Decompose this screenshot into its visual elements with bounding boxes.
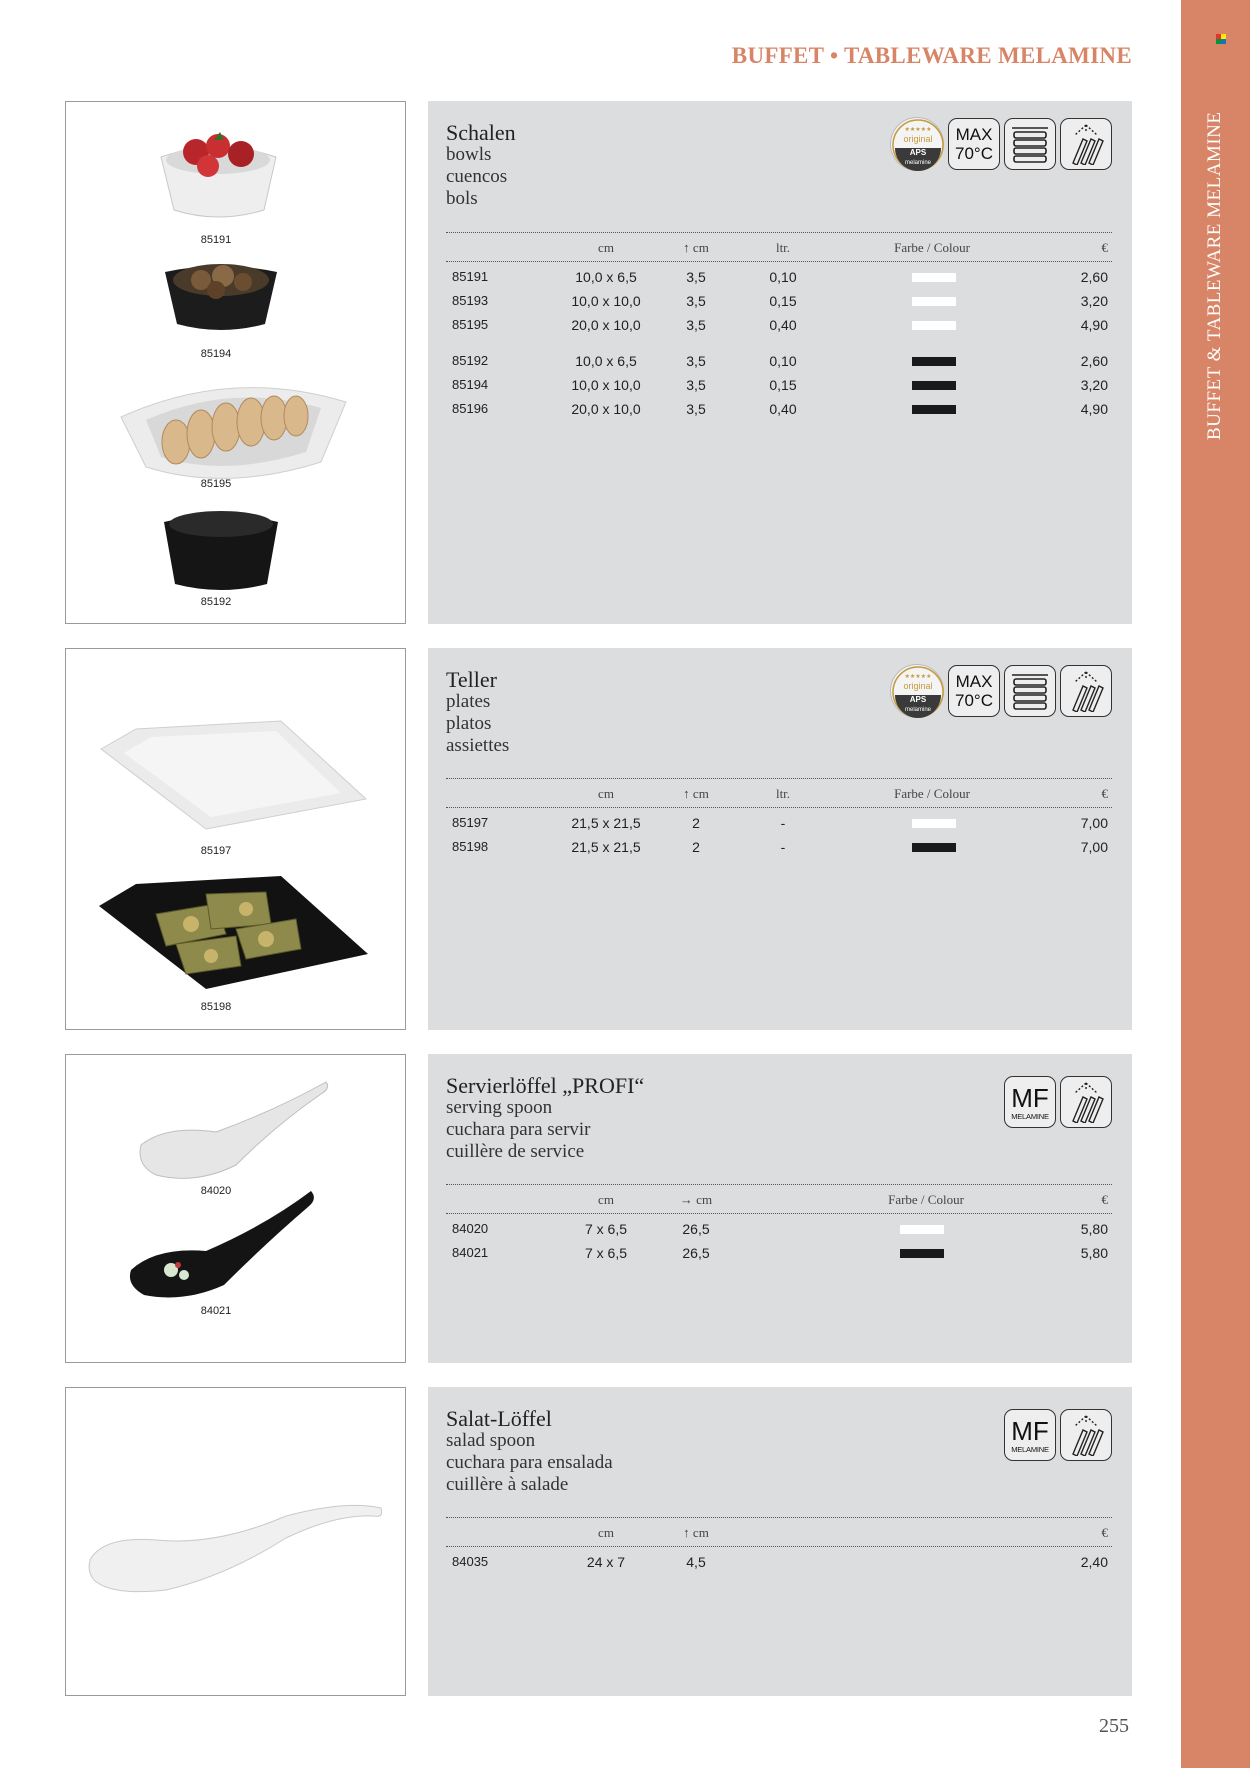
spoon-84035-image xyxy=(86,1498,386,1608)
aps-seal-icon xyxy=(890,664,944,718)
image-label: 84021 xyxy=(200,1305,232,1317)
image-label: 85192 xyxy=(200,596,232,608)
cell-code: 85191 xyxy=(452,269,489,284)
serving-spoon-table xyxy=(446,1184,1112,1265)
bowls-title-block xyxy=(446,121,516,210)
cell-price: 2,40 xyxy=(1080,1554,1108,1570)
max-temperature-icon: MAX 70°C xyxy=(948,665,1000,717)
bowl-85191-image xyxy=(156,132,281,222)
cell-code: 84035 xyxy=(452,1554,489,1569)
cell-length: 26,5 xyxy=(682,1245,710,1261)
table-row xyxy=(446,373,1112,397)
black-colour-swatch xyxy=(912,405,956,414)
stack-icon xyxy=(1004,118,1056,170)
svg-text:APS: APS xyxy=(909,148,927,157)
black-colour-swatch xyxy=(912,843,956,852)
dishwasher-icon xyxy=(1060,118,1112,170)
cell-price: 5,80 xyxy=(1080,1245,1108,1261)
cell-volume: - xyxy=(780,815,786,831)
cell-size: 24 x 7 xyxy=(586,1554,626,1570)
product-subtitle: cuchara para ensalada xyxy=(446,1452,613,1473)
table-header: cm → cm Farbe / Colour € xyxy=(446,1184,1112,1214)
white-colour-swatch xyxy=(912,273,956,282)
salad-spoon-feature-icons xyxy=(1004,1409,1112,1461)
serving-spoon-image-panel xyxy=(65,1054,406,1363)
svg-text:APS: APS xyxy=(909,695,927,704)
product-subtitle: platos xyxy=(446,713,492,734)
plates-table xyxy=(446,778,1112,859)
image-label: 85198 xyxy=(200,1001,232,1013)
spoon-84021-image xyxy=(126,1185,326,1300)
product-title: Servierlöffel „PROFI“ xyxy=(446,1073,645,1098)
cell-size: 10,0 x 6,5 xyxy=(575,269,637,285)
cell-size: 10,0 x 6,5 xyxy=(575,353,637,369)
product-subtitle: serving spoon xyxy=(446,1097,553,1118)
cell-code: 85195 xyxy=(452,317,489,332)
cell-code: 85194 xyxy=(452,377,489,392)
cell-volume: 0,10 xyxy=(769,269,797,285)
cell-volume: 0,10 xyxy=(769,353,797,369)
white-colour-swatch xyxy=(912,819,956,828)
cell-size: 7 x 6,5 xyxy=(584,1245,628,1261)
cell-height: 3,5 xyxy=(686,317,706,333)
table-header: cm ↑ cm ltr. Farbe / Colour € xyxy=(446,778,1112,808)
cell-volume: 0,40 xyxy=(769,317,797,333)
cell-height: 2 xyxy=(692,839,700,855)
table-header: cm ↑ cm ltr. Farbe / Colour € xyxy=(446,232,1112,262)
cell-code: 84020 xyxy=(452,1221,489,1236)
product-title: Teller xyxy=(446,667,497,692)
svg-text:melamine: melamine xyxy=(904,160,932,166)
svg-text:original: original xyxy=(903,134,933,144)
salad-spoon-image-panel xyxy=(65,1387,406,1696)
cell-price: 4,90 xyxy=(1080,317,1108,333)
product-subtitle: cuencos xyxy=(446,166,508,187)
color-registration-mark xyxy=(1216,34,1226,44)
image-label: 85191 xyxy=(200,234,232,246)
mf-melamine-icon: MF MELAMINE xyxy=(1004,1076,1056,1128)
product-subtitle: plates xyxy=(446,691,491,712)
cell-volume: 0,15 xyxy=(769,293,797,309)
max-temperature-icon: MAX 70°C xyxy=(948,118,1000,170)
bowl-85195-image xyxy=(116,372,351,482)
cell-volume: 0,40 xyxy=(769,401,797,417)
bowls-feature-icons xyxy=(890,117,1112,171)
image-label: 85195 xyxy=(200,478,232,490)
plates-info-panel xyxy=(428,648,1132,1030)
dishwasher-icon xyxy=(1060,665,1112,717)
bowls-table xyxy=(446,232,1112,421)
bowls-info-panel xyxy=(428,101,1132,624)
salad-spoon-info-panel xyxy=(428,1387,1132,1696)
product-subtitle: assiettes xyxy=(446,735,510,756)
product-subtitle: cuillère à salade xyxy=(446,1474,569,1495)
svg-text:melamine: melamine xyxy=(904,707,932,713)
serving-spoon-info-panel xyxy=(428,1054,1132,1363)
table-row xyxy=(446,835,1112,859)
table-row xyxy=(446,1550,1112,1574)
cell-price: 4,90 xyxy=(1080,401,1108,417)
product-subtitle: cuillère de service xyxy=(446,1141,585,1162)
cell-size: 20,0 x 10,0 xyxy=(571,317,641,333)
cell-height: 3,5 xyxy=(686,293,706,309)
product-subtitle: cuchara para servir xyxy=(446,1119,591,1140)
white-colour-swatch xyxy=(900,1225,944,1234)
cell-price: 7,00 xyxy=(1080,815,1108,831)
cell-volume: 0,15 xyxy=(769,377,797,393)
black-colour-swatch xyxy=(900,1249,944,1258)
plate-85197-image xyxy=(96,719,376,839)
serving-spoon-feature-icons xyxy=(1004,1076,1112,1128)
table-row xyxy=(446,349,1112,373)
sidebar-title: BUFFET & TABLEWARE MELAMINE xyxy=(1204,111,1225,440)
aps-seal-icon xyxy=(890,117,944,171)
product-title: Salat-Löffel xyxy=(446,1406,552,1431)
page-header-title: BUFFET • TABLEWARE MELAMINE xyxy=(731,43,1132,68)
cell-height: 2 xyxy=(692,815,700,831)
cell-price: 2,60 xyxy=(1080,269,1108,285)
plates-title-block xyxy=(446,668,509,757)
dishwasher-icon xyxy=(1060,1076,1112,1128)
cell-size: 10,0 x 10,0 xyxy=(571,293,641,309)
cell-price: 3,20 xyxy=(1080,377,1108,393)
bowl-85192-image xyxy=(161,502,281,594)
salad-spoon-title-block xyxy=(446,1407,613,1496)
mf-melamine-icon: MF MELAMINE xyxy=(1004,1409,1056,1461)
dishwasher-icon xyxy=(1060,1409,1112,1461)
plates-image-panel xyxy=(65,648,406,1030)
cell-code: 85193 xyxy=(452,293,489,308)
salad-spoon-table xyxy=(446,1517,1112,1574)
bowls-image-panel xyxy=(65,101,406,624)
black-colour-swatch xyxy=(912,381,956,390)
image-label: 85197 xyxy=(200,845,232,857)
table-header: cm ↑ cm € xyxy=(446,1517,1112,1547)
plate-85198-image xyxy=(96,874,376,999)
cell-price: 3,20 xyxy=(1080,293,1108,309)
product-subtitle: salad spoon xyxy=(446,1430,536,1451)
table-row xyxy=(446,265,1112,289)
cell-height: 3,5 xyxy=(686,401,706,417)
cell-height: 3,5 xyxy=(686,377,706,393)
cell-size: 20,0 x 10,0 xyxy=(571,401,641,417)
table-row xyxy=(446,289,1112,313)
page-number: 255 xyxy=(1099,1715,1129,1737)
cell-length: 26,5 xyxy=(682,1221,710,1237)
stack-icon xyxy=(1004,665,1056,717)
svg-text:★★★★★: ★★★★★ xyxy=(904,127,932,133)
product-subtitle: bols xyxy=(446,188,478,209)
cell-volume: - xyxy=(780,839,786,855)
table-row xyxy=(446,811,1112,835)
serving-spoon-title-block xyxy=(446,1074,644,1163)
cell-code: 85192 xyxy=(452,353,489,368)
black-colour-swatch xyxy=(912,357,956,366)
cell-height: 4,5 xyxy=(686,1554,706,1570)
cell-price: 2,60 xyxy=(1080,353,1108,369)
table-row xyxy=(446,313,1112,337)
cell-price: 7,00 xyxy=(1080,839,1108,855)
bowl-85194-image xyxy=(161,252,281,334)
cell-code: 85198 xyxy=(452,839,489,854)
cell-size: 21,5 x 21,5 xyxy=(571,839,641,855)
product-title: Schalen xyxy=(446,120,516,145)
cell-height: 3,5 xyxy=(686,269,706,285)
image-label: 84020 xyxy=(200,1185,232,1197)
table-row xyxy=(446,1241,1112,1265)
cell-code: 85197 xyxy=(452,815,489,830)
cell-size: 7 x 6,5 xyxy=(584,1221,628,1237)
cell-size: 10,0 x 10,0 xyxy=(571,377,641,393)
svg-text:★★★★★: ★★★★★ xyxy=(904,674,932,680)
table-row xyxy=(446,397,1112,421)
cell-height: 3,5 xyxy=(686,353,706,369)
cell-size: 21,5 x 21,5 xyxy=(571,815,641,831)
image-label: 85194 xyxy=(200,348,232,360)
table-row xyxy=(446,1217,1112,1241)
cell-code: 85196 xyxy=(452,401,489,416)
plates-feature-icons xyxy=(890,664,1112,718)
svg-text:original: original xyxy=(903,681,933,691)
product-subtitle: bowls xyxy=(446,144,492,165)
spoon-84020-image xyxy=(136,1070,336,1185)
white-colour-swatch xyxy=(912,297,956,306)
cell-price: 5,80 xyxy=(1080,1221,1108,1237)
white-colour-swatch xyxy=(912,321,956,330)
cell-code: 84021 xyxy=(452,1245,489,1260)
